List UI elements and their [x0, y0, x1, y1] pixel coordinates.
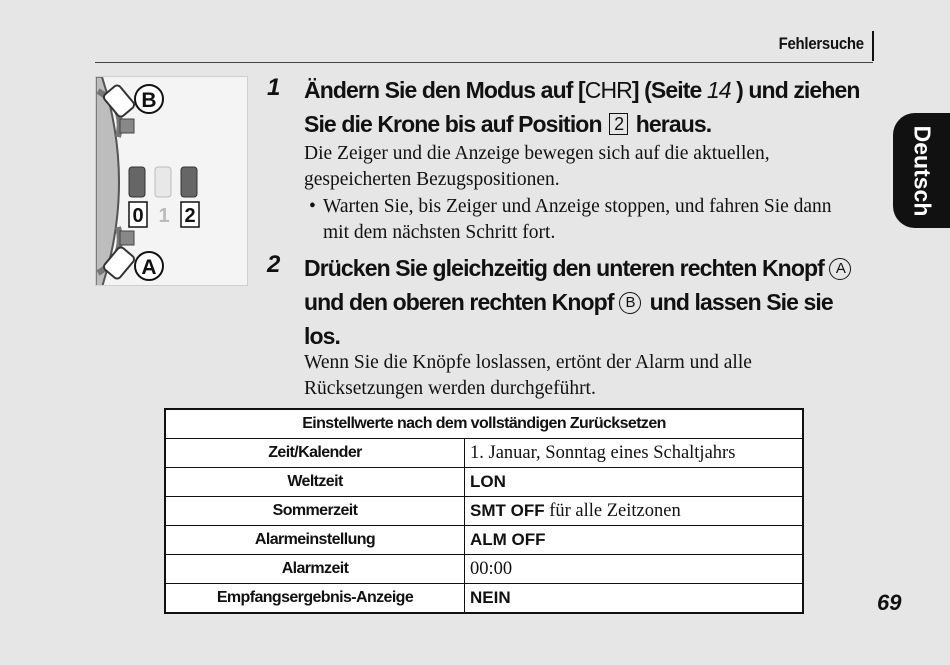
row-lcd: NEIN [470, 587, 511, 607]
step-2-heading-part: und lassen Sie sie los. [304, 289, 833, 349]
step-1-heading-part: heraus. [630, 111, 712, 137]
crown-position-2: 2 [184, 205, 196, 227]
row-value [465, 584, 804, 614]
step-1-body: Die Zeiger und die Anzeige bewegen sich auf die aktuellen, gespeicherten Bezugspositionen. [304, 143, 770, 190]
table-row [165, 497, 803, 526]
crown-position-box: 2 [609, 113, 628, 135]
row-lcd: LON [470, 471, 506, 491]
step-2-heading-part: und den oberen rechten Knopf [304, 289, 620, 315]
table-header-row [165, 409, 803, 439]
row-text: 1. Januar, Sonntag eines Schaltjahrs [470, 442, 736, 463]
step-2-heading [304, 251, 864, 353]
button-a-circle: A [829, 258, 851, 280]
step-1-heading [304, 73, 864, 141]
page-number: 69 [877, 590, 902, 615]
header-rule [95, 62, 873, 63]
header-bar [872, 31, 874, 61]
row-value [465, 439, 804, 468]
table-row [165, 526, 803, 555]
reset-values-table [164, 408, 804, 614]
step-1-bullet: • Warten Sie, bis Zeiger und Anzeige stoppen, und fahren Sie dann mit dem nächsten Schritt fort. [309, 194, 859, 246]
row-lcd: ALM OFF [470, 529, 546, 549]
section-title: Fehlersuche [778, 34, 864, 53]
table-row [165, 439, 803, 468]
row-value [465, 526, 804, 555]
row-lcd: SMT OFF [470, 500, 545, 520]
language-tab [893, 113, 950, 228]
step-1-heading-part: ) und ziehen Sie die Krone bis auf Position [304, 77, 860, 137]
step-1-mode: CHR [584, 77, 632, 103]
step-2-heading-part: Drücken Sie gleichzeitig den unteren rechten Knopf [304, 255, 830, 281]
row-label: Sommerzeit [165, 497, 465, 526]
table-row [165, 584, 803, 614]
button-b-circle: B [619, 292, 641, 314]
row-text: 00:00 [470, 558, 513, 579]
table-row [165, 555, 803, 584]
step-1-heading-part: ] (Seite [631, 77, 707, 103]
figure-button-a-label: A [141, 256, 157, 279]
figure-button-b-label: B [141, 89, 157, 112]
row-label: Empfangsergebnis-Anzeige [165, 584, 465, 614]
row-value [465, 497, 804, 526]
crown-position-0: 0 [132, 205, 144, 227]
watch-side-illustration [96, 77, 248, 286]
crown-position-1: 1 [158, 205, 170, 227]
table-title: Einstellwerte nach dem vollständigen Zurücksetzen [165, 409, 803, 439]
row-value [465, 468, 804, 497]
language-tab-label: Deutsch [909, 125, 935, 216]
step-2-number: 2 [267, 251, 281, 278]
row-label: Weltzeit [165, 468, 465, 497]
row-label: Alarmzeit [165, 555, 465, 584]
row-value [465, 555, 804, 584]
step-1-heading-part: Ändern Sie den Modus auf [ [304, 77, 585, 103]
step-2-body: Wenn Sie die Knöpfe loslassen, ertönt der Alarm und alle Rücksetzungen werden durchgeführt. [304, 352, 752, 399]
row-label: Alarmeinstellung [165, 526, 465, 555]
step-1-number: 1 [267, 74, 281, 101]
row-text: für alle Zeitzonen [544, 500, 681, 521]
watch-crown-figure [95, 76, 248, 286]
table-row [165, 468, 803, 497]
step-1-page-ref: 14 [706, 77, 731, 103]
row-label: Zeit/Kalender [165, 439, 465, 468]
